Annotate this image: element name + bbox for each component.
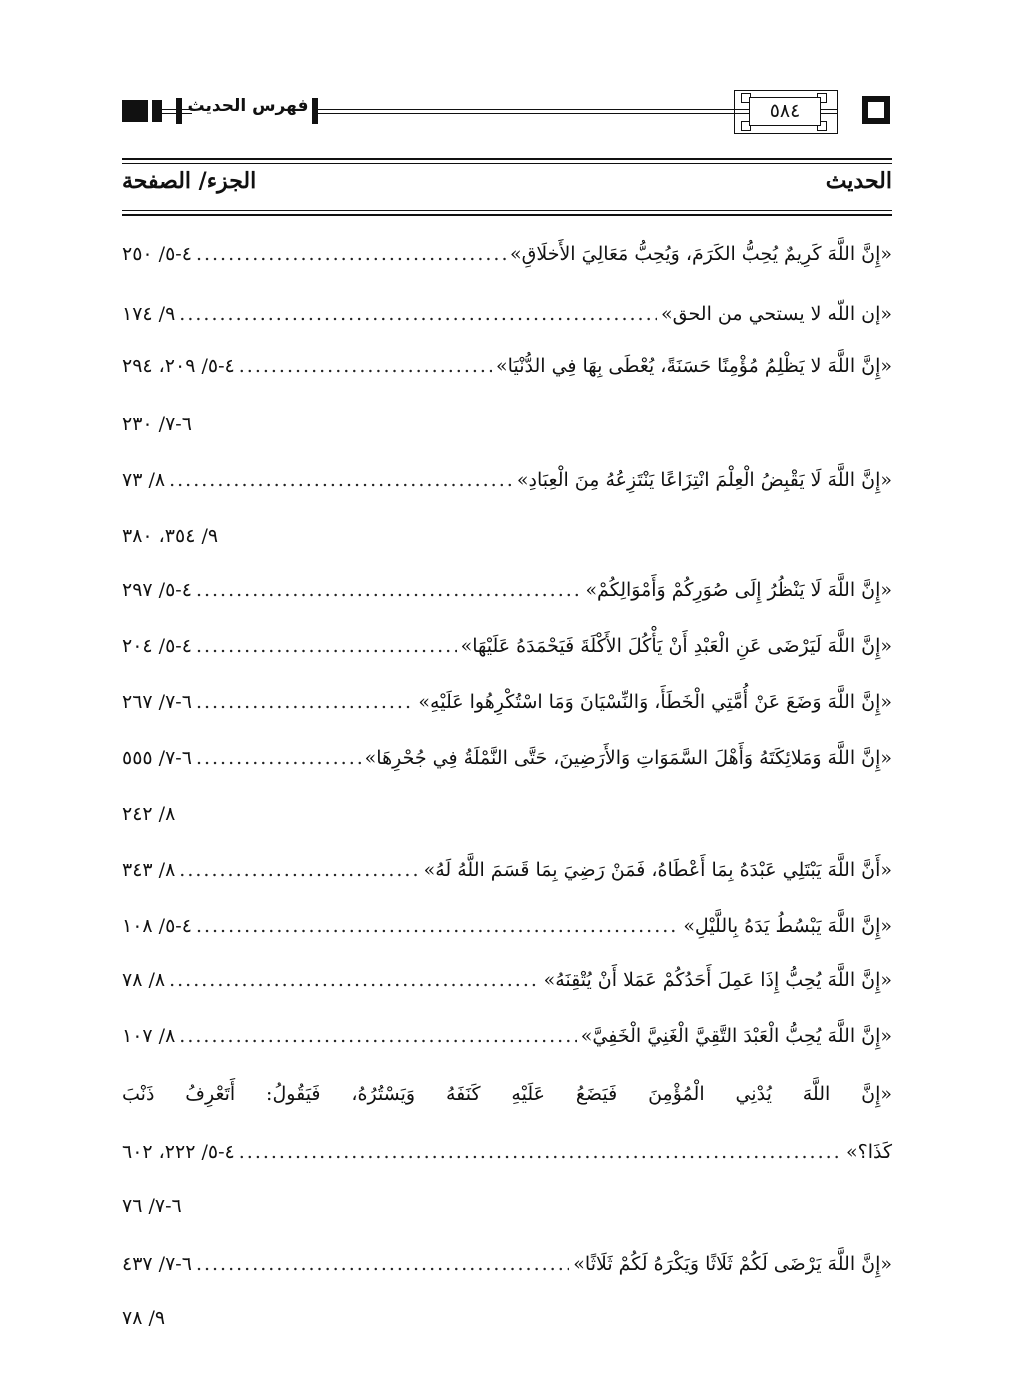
- index-entry: [122, 348, 892, 384]
- leader-dots: [179, 1018, 576, 1054]
- continued-reference: [122, 518, 892, 554]
- volume-page-ref: ٨/ ٧٣: [122, 469, 166, 491]
- leader-dots: [239, 1134, 842, 1170]
- index-entry: [122, 908, 892, 944]
- volume-page-ref: ٦-٧/ ٢٦٧: [122, 691, 192, 713]
- volume-page-ref: ٤-٥/ ٢٢٢، ٦٠٢: [122, 1141, 235, 1163]
- volume-page-ref: ٦-٧/ ٥٥٥: [122, 747, 192, 769]
- volume-page-ref: ٤-٥/ ٢٠٤: [122, 635, 192, 657]
- volume-page-ref: ٤-٥/ ٢٥٠: [122, 243, 192, 265]
- volume-page-ref: ٨/ ٧٨: [122, 969, 166, 991]
- volume-page-ref: ٩/ ٧٨: [122, 1307, 166, 1329]
- hadith-text: «إِنَّ اللَّهَ وَمَلائِكَتَهُ وَأَهْلَ السَّمَوَاتِ وَالأَرَضِينَ، حَتَّى النَّمْلَةُ فِي جُحْرِهَا»: [364, 747, 892, 769]
- page-number-frame: [734, 90, 838, 134]
- index-entry: [122, 628, 892, 664]
- index-entry-continuation: [122, 1134, 892, 1170]
- volume-page-ref: ٨/ ٢٤٢: [122, 803, 176, 825]
- divider-rule: [122, 163, 892, 164]
- hadith-text: «إِنَّ اللَّهَ لا يَظْلِمُ مُؤْمِنًا حَسَنَةً، يُعْطَى بِهَا فِي الدُّنْيَا»: [496, 355, 892, 377]
- volume-page-ref: ٨/ ١٠٧: [122, 1025, 176, 1047]
- leader-dots: [196, 628, 457, 664]
- leader-dots: [196, 1246, 569, 1282]
- column-head-hadith: الحديث: [825, 168, 892, 194]
- header-ornament-box: [862, 96, 890, 124]
- leader-dots: [196, 236, 506, 272]
- index-entry: [122, 684, 892, 720]
- column-head-reference: الجزء/ الصفحة: [122, 168, 257, 194]
- hadith-text: «إِنَّ اللَّهَ يُحِبُّ إِذَا عَمِلَ أَحَدُكُمْ عَمَلا أَنْ يُتْقِنَهُ»: [543, 969, 892, 991]
- index-entry: [122, 852, 892, 888]
- hadith-text: «إِنَّ اللَّهَ لَا يَقْبِضُ الْعِلْمَ انْتِزَاعًا يَنْتَزِعُهُ مِنَ الْعِبَادِ»: [516, 469, 892, 491]
- volume-page-ref: ٤-٥/ ٢٩٧: [122, 579, 192, 601]
- index-entry: [122, 740, 892, 776]
- hadith-text: «إِنَّ اللَّهَ يَرْضَى لَكُمْ ثَلَاثًا وَيَكْرَهُ لَكُمْ ثَلَاثًا»: [573, 1253, 892, 1275]
- volume-page-ref: ٦-٧/ ٢٣٠: [122, 413, 192, 435]
- continued-reference: [122, 1300, 892, 1336]
- leader-dots: [196, 740, 361, 776]
- volume-page-ref: ٨/ ٣٤٣: [122, 859, 176, 881]
- leader-dots: [196, 572, 582, 608]
- volume-page-ref: ٩/ ٣٥٤، ٣٨٠: [122, 525, 219, 547]
- volume-page-ref: ٦-٧/ ٤٣٧: [122, 1253, 192, 1275]
- hadith-text: «إِنَّ اللَّهَ يُحِبُّ الْعَبْدَ التَّقِيَّ الْغَنِيَّ الْخَفِيَّ»: [580, 1025, 892, 1047]
- divider-rule: [122, 214, 892, 216]
- index-entry: [122, 236, 892, 272]
- index-entry: [122, 1246, 892, 1282]
- continued-reference: [122, 406, 892, 442]
- leader-dots: [239, 348, 492, 384]
- continued-reference: [122, 1188, 892, 1224]
- hadith-text: «إِنَّ اللَّهَ كَرِيمٌ يُحِبُّ الكَرَمَ، وَيُحِبُّ مَعَالِيَ الأَخلَاقِ»: [510, 243, 892, 265]
- index-entry: [122, 962, 892, 998]
- header-ornament-block: [122, 100, 148, 122]
- section-title: فهرس الحديث: [187, 96, 309, 116]
- volume-page-ref: ٤-٥/ ١٠٨: [122, 915, 192, 937]
- header-ornament-bar: [176, 98, 182, 124]
- volume-page-ref: ٤-٥/ ٢٠٩، ٢٩٤: [122, 355, 235, 377]
- index-entry: [122, 572, 892, 608]
- leader-dots: [169, 462, 513, 498]
- hadith-text: «إِنَّ اللَّهَ يَبْسُطُ يَدَهُ بِاللَّيْلِ»: [683, 915, 892, 937]
- hadith-text: «أَنَّ اللَّهَ يَبْتَلِي عَبْدَهُ بِمَا أَعْطَاهُ، فَمَنْ رَضِيَ بِمَا قَسَمَ اللَّهُ لَهُ»: [423, 859, 892, 881]
- header-ornament-block: [152, 100, 162, 122]
- index-entry: [122, 296, 892, 332]
- hadith-text: «إِنَّ اللَّهَ لَيَرْضَى عَنِ الْعَبْدِ أَنْ يَأْكُلَ الأَكْلَةَ فَيَحْمَدَهُ عَلَيْهَا»: [460, 635, 892, 657]
- leader-dots: [169, 962, 539, 998]
- page-number: ٥٨٤: [749, 97, 821, 126]
- leader-dots: [196, 908, 679, 944]
- index-entry: [122, 462, 892, 498]
- divider-rule: [122, 158, 892, 160]
- hadith-text: «إِنَّ اللَّهَ وَضَعَ عَنْ أُمَّتِي الْخَطَأَ، وَالنِّسْيَانَ وَمَا اسْتُكْرِهُوا عَلَيْهِ»: [418, 691, 892, 713]
- index-entry-first-line: «إِنَّ اللَّهَ يُدْنِي الْمُؤْمِنَ فَيَضَعُ عَلَيْهِ كَنَفَهُ وَيَسْتُرُهُ، فَيَقُولُ: أَتَعْرِفُ ذَنْبَ: [122, 1083, 892, 1105]
- index-entry: [122, 1018, 892, 1054]
- volume-page-ref: ٦-٧/ ٧٦: [122, 1195, 182, 1217]
- leader-dots: [179, 852, 419, 888]
- hadith-text: كَذَا؟»: [845, 1141, 892, 1163]
- volume-page-ref: ٩/ ١٧٤: [122, 303, 176, 325]
- hadith-text: «إِنَّ اللَّهَ لَا يَنْظُرُ إِلَى صُوَرِكُمْ وَأَمْوَالِكُمْ»: [585, 579, 892, 601]
- divider-rule: [122, 210, 892, 211]
- running-header: [122, 90, 892, 140]
- leader-dots: [179, 296, 657, 332]
- continued-reference: [122, 796, 892, 832]
- hadith-text: «إن اللّه لا يستحي من الحق»: [661, 303, 892, 325]
- leader-dots: [196, 684, 414, 720]
